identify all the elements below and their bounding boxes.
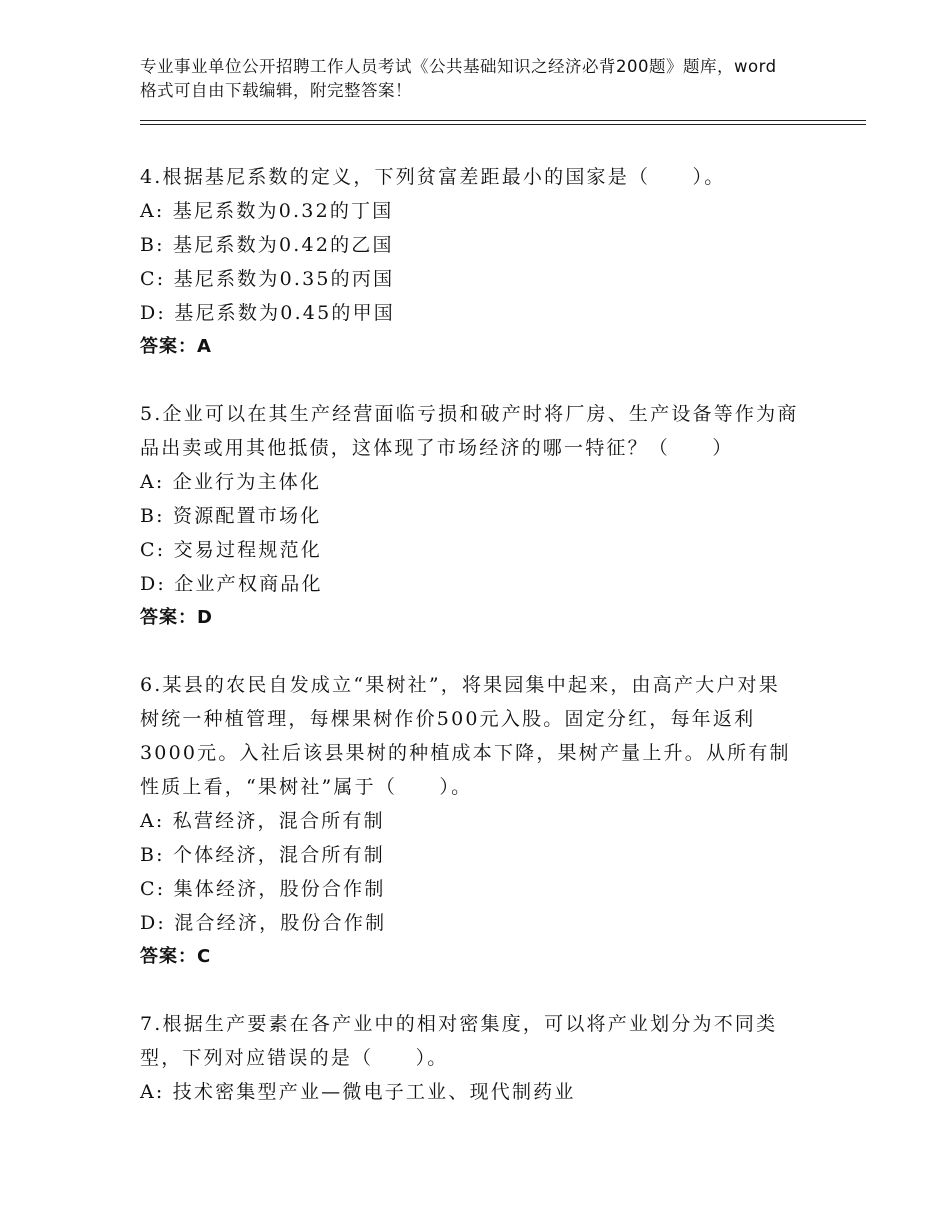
question-4 xyxy=(140,160,800,364)
option-d: D: 混合经济，股份合作制 xyxy=(140,912,387,934)
question-stem: 4.根据基尼系数的定义，下列贫富差距最小的国家是（ ）。 xyxy=(140,166,726,188)
answer-label: 答案：D xyxy=(140,607,213,628)
option-a: A: 基尼系数为0.32的丁国 xyxy=(140,200,394,222)
header-divider-top xyxy=(140,120,866,121)
option-b: B: 个体经济，混合所有制 xyxy=(140,844,386,866)
option-c: C: 集体经济，股份合作制 xyxy=(140,878,386,900)
question-stem: 6.某县的农民自发成立“果树社”，将果园集中起来，由高产大户对果树统一种植管理，每棵果树作价500元入股。固定分红，每年返利3000元。入社后该县果树的种植成本下降，果树产量上升。从所有制性质上看，“果树社”属于（ ）。 xyxy=(140,674,791,798)
option-a: A: 技术密集型产业—微电子工业、现代制药业 xyxy=(140,1081,576,1103)
option-c: C: 基尼系数为0.35的丙国 xyxy=(140,268,395,290)
option-a: A: 私营经济，混合所有制 xyxy=(140,810,385,832)
option-b: B: 基尼系数为0.42的乙国 xyxy=(140,234,394,256)
question-stem: 5.企业可以在其生产经营面临亏损和破产时将厂房、生产设备等作为商品出卖或用其他抵债，这体现了市场经济的哪一特征？（ ） xyxy=(140,403,799,459)
option-c: C: 交易过程规范化 xyxy=(140,539,322,561)
document-header: 专业事业单位公开招聘工作人员考试《公共基础知识之经济必背200题》题库，word格式可自由下载编辑，附完整答案！ xyxy=(140,57,777,100)
question-6 xyxy=(140,668,800,974)
answer-label: 答案：C xyxy=(140,946,212,967)
question-list xyxy=(140,160,800,1142)
option-d: D: 企业产权商品化 xyxy=(140,573,323,595)
answer-label: 答案：A xyxy=(140,336,212,357)
question-stem: 7.根据生产要素在各产业中的相对密集度，可以将产业划分为不同类型，下列对应错误的是（ ）。 xyxy=(140,1013,778,1069)
question-7 xyxy=(140,1007,800,1109)
question-5 xyxy=(140,397,800,635)
header-divider-bottom xyxy=(140,124,866,125)
option-b: B: 资源配置市场化 xyxy=(140,505,322,527)
option-a: A: 企业行为主体化 xyxy=(140,471,322,493)
option-d: D: 基尼系数为0.45的甲国 xyxy=(140,302,395,324)
